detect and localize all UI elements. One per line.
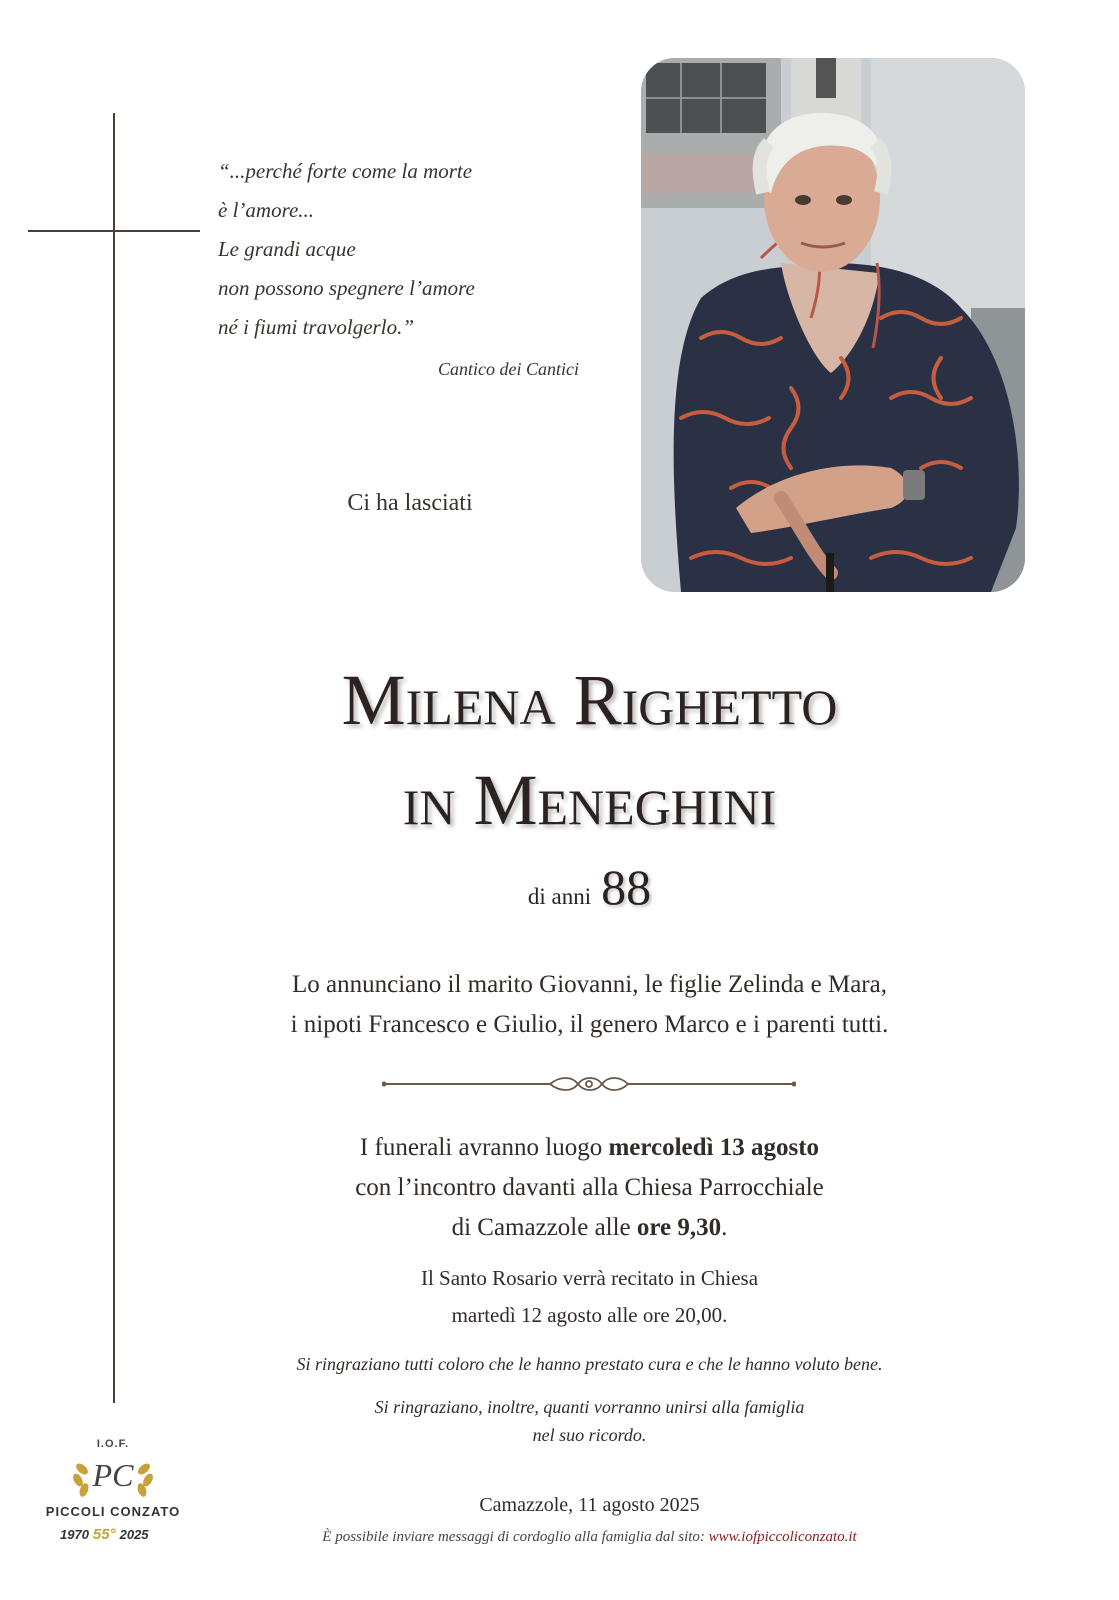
portrait-photo <box>641 58 1025 592</box>
announcement <box>0 965 1119 1045</box>
deceased-married-name: in Meneghini <box>402 760 777 840</box>
funeral-line-1 <box>60 1128 1119 1168</box>
place-date: Camazzole, 11 agosto 2025 <box>479 1494 700 1516</box>
rosary-details <box>0 1260 1119 1334</box>
funeral-time: ore 9,30 <box>636 1214 722 1241</box>
footer-text: È possibile inviare messaggi di cordoglio alla famiglia dal sito: <box>322 1529 709 1545</box>
rosary-line: martedì 12 agosto alle ore 20,00. <box>451 1303 728 1327</box>
funeral-line-3-prefix: di Camazzole alle <box>451 1214 637 1241</box>
logo-monogram: PC <box>92 1457 134 1493</box>
quote-line: né i fiumi travolgerlo.” <box>218 315 414 339</box>
logo-anniversary: 55° <box>92 1526 116 1543</box>
age-label: di anni <box>527 884 592 909</box>
quote-line: è l’amore... <box>218 198 315 222</box>
thanks-line-1: Si ringraziano tutti coloro che le hanno prestato cura e che le hanno voluto bene. <box>296 1354 883 1374</box>
age <box>0 858 1119 916</box>
funeral-line-2: con l’incontro davanti alla Chiesa Parrocchiale <box>355 1174 824 1201</box>
logo-year-start: 1970 <box>60 1527 89 1542</box>
funeral-date: mercoledì 13 agosto <box>608 1134 820 1161</box>
thanks-line-2: Si ringraziano, inoltre, quanti vorranno unirsi alla famiglia <box>374 1397 805 1417</box>
funeral-home-logo <box>38 1438 188 1578</box>
funeral-line-3 <box>60 1208 1119 1248</box>
ornamental-divider <box>382 1074 796 1094</box>
logo-brand: PICCOLI CONZATO <box>45 1504 181 1519</box>
thanks-line-3: nel suo ricordo. <box>532 1425 647 1445</box>
funeral-details <box>0 1128 1119 1248</box>
laurel-wreath-icon <box>68 1450 158 1502</box>
logo-years <box>60 1526 190 1543</box>
quote-block <box>218 152 618 379</box>
quote-line: non possono spegnere l’amore <box>218 276 475 300</box>
age-value: 88 <box>601 859 652 915</box>
quote-line: Le grandi acque <box>218 237 356 261</box>
footer-website-link[interactable]: www.iofpiccoliconzato.it <box>708 1529 857 1545</box>
logo-year-end: 2025 <box>119 1527 149 1542</box>
intro-text: Ci ha lasciati <box>347 490 473 516</box>
announcement-line: i nipoti Francesco e Giulio, il genero Marco e i parenti tutti. <box>290 1011 889 1038</box>
logo-top-label: I.O.F. <box>96 1438 130 1450</box>
quote-line: “...perché forte come la morte <box>218 159 473 183</box>
funeral-line-1-prefix: I funerali avranno luogo <box>359 1134 609 1161</box>
quote-source: Cantico dei Cantici <box>438 359 579 379</box>
rosary-line: Il Santo Rosario verrà recitato in Chiesa <box>420 1266 759 1290</box>
funeral-line-3-suffix: . <box>721 1214 728 1241</box>
deceased-name: Milena Righetto <box>341 660 838 740</box>
cross-horizontal-bar <box>28 230 200 232</box>
announcement-line: Lo annunciano il marito Giovanni, le figlie Zelinda e Mara, <box>292 971 887 998</box>
